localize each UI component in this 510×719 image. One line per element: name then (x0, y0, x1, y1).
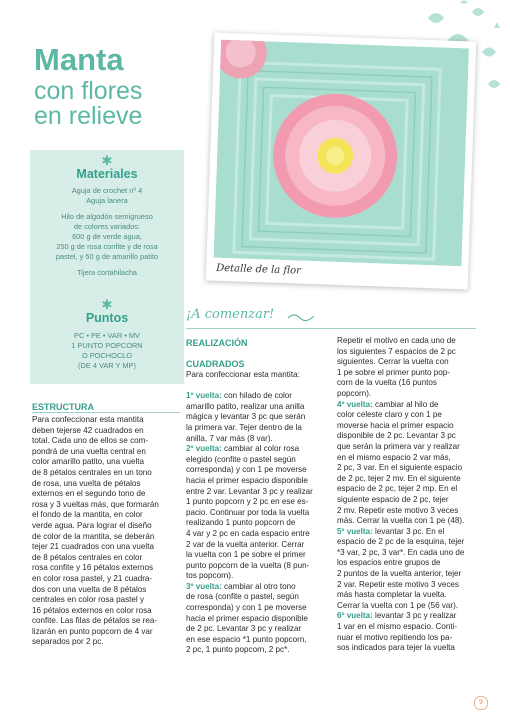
text-line (186, 518, 334, 529)
text-line: Para confeccionar esta mantita (32, 415, 144, 424)
round-text: cambiar al otro tono (221, 581, 296, 591)
text-line (337, 495, 485, 506)
text-line (186, 508, 334, 519)
text-line: de 8 pétalos centrales en un tono (32, 467, 152, 477)
text-line (337, 516, 485, 527)
text-line: rosa y 3 vueltas más, que formarán (32, 499, 159, 509)
puntos-line: PC • PE • VAR • MV (74, 331, 140, 340)
round-text: los siguientes 7 espacios de 2 pc (337, 346, 456, 356)
round-text: hacia el primer espacio disponible (186, 475, 308, 485)
round-text: corresponda) y con 1 pe moverse (186, 603, 307, 613)
text-line (337, 558, 485, 569)
round-text: punto popcorn de la vuelta (8 pun- (186, 560, 310, 570)
round-text: cambiar al color rosa (221, 444, 300, 454)
round-label: 3º vuelta: (186, 581, 222, 591)
text-line: 16 pétalos externos en color rosa (32, 605, 152, 615)
page-number: 9 (474, 696, 488, 710)
text-line (186, 497, 334, 508)
text-line (186, 550, 334, 561)
text-line: centrales en color rosa pastel y (32, 595, 145, 605)
text-line: verde agua. Para lograr el diseño (32, 520, 152, 530)
instructions-column-middle (186, 370, 334, 656)
round-label: 1º vuelta: (186, 391, 222, 401)
star-icon: ✱ (101, 153, 113, 168)
text-line (337, 336, 485, 347)
round-text: hacia el primer espacio disponible (186, 613, 308, 623)
text-line (337, 378, 485, 389)
text-line (186, 487, 334, 498)
round-label: 4º vuelta: (337, 399, 373, 409)
materials-line: de colores variados: (73, 222, 141, 231)
text-line: de rosa, una vuelta de pétalos (32, 478, 141, 488)
text-line (337, 421, 485, 432)
crochet-flower-photo (214, 40, 469, 267)
text-line (186, 592, 334, 603)
text-line (337, 643, 485, 654)
round-text: 2 pc, 3 var. En el siguiente espacio (337, 463, 463, 473)
round-text: en ese espacio *1 punto popcorn, (186, 634, 307, 644)
round-text: más. Cerrar la vuelta con 1 pe (48). (337, 516, 465, 526)
text-line (337, 569, 485, 580)
text-line: deben tejerse 42 cuadrados en (32, 425, 144, 435)
photo-polaroid (206, 33, 476, 290)
text-line (337, 463, 485, 474)
materials-line: 250 g de rosa confite y de rosa (56, 242, 158, 251)
text-line (186, 614, 334, 625)
text-line (337, 368, 485, 379)
round-text: 1 var en el mismo espacio. Conti- (337, 622, 458, 632)
round-text: 2 pc, 1 punto popcorn, 2 pc*. (186, 645, 290, 655)
round-text: color celeste claro y con 1 pe (337, 410, 442, 420)
text-line (337, 580, 485, 591)
text-line (337, 453, 485, 464)
text-line: total. Cada uno de ellos se com- (32, 436, 149, 446)
title-line-3: en relieve (34, 102, 143, 130)
text-line (186, 561, 334, 572)
text-line: de color de la mantita, se deberán (32, 531, 155, 541)
round-text: entre 2 var. Levantar 3 pc y realizar (186, 486, 313, 496)
text-line (337, 611, 485, 622)
round-text: anilla, 7 var más (8 var). (186, 433, 273, 443)
text-line (186, 465, 334, 476)
puntos-line: 1 PUNTO POPCORN (71, 341, 143, 350)
text-line (186, 412, 334, 423)
materials-line: pastel, y 50 g de amarillo patito (55, 252, 159, 261)
materials-list (34, 186, 180, 278)
round-text: en el mismo espacio 2 var más, (337, 452, 451, 462)
round-text: con hilado de color (221, 391, 292, 401)
round-text: 1 punto popcorn y 2 pc en ese es- (186, 497, 309, 507)
text-line: pondrá de una vuelta central en (32, 446, 146, 456)
round-text: 2 mv. Repetir este motivo 3 veces (337, 505, 459, 515)
text-line (186, 381, 334, 392)
text-line (186, 370, 334, 381)
divider (32, 412, 180, 413)
text-line: el fondo de la mantita, en color (32, 510, 143, 520)
title-line-2: con flores (34, 77, 143, 105)
text-line (337, 442, 485, 453)
puntos-line: O POCHOCLO (81, 351, 133, 360)
round-text: pacio. Continuar por toda la vuelta (186, 507, 310, 517)
materials-heading: Materiales (76, 167, 138, 181)
text-line (337, 410, 485, 421)
round-text: mágica y levantar 3 pc que serán (186, 412, 306, 422)
round-text: corn de la vuelta (16 puntos (337, 378, 437, 388)
round-text: Para confeccionar esta mantita: (186, 370, 300, 379)
text-line: lizarán en punto popcorn de 4 var (32, 626, 153, 636)
round-text: popcorn). (337, 388, 372, 398)
text-line (337, 431, 485, 442)
round-text: que serán la primera var y realizar (337, 441, 460, 451)
text-line: en color rosa pastel, y 21 cuadra- (32, 573, 153, 583)
text-line (337, 484, 485, 495)
text-line (186, 402, 334, 413)
text-line (186, 423, 334, 434)
round-label: 6º vuelta: (337, 611, 373, 621)
text-line (337, 590, 485, 601)
text-line (186, 476, 334, 487)
estructura-paragraph (32, 415, 182, 648)
round-text: de rosa (confite o pastel, según (186, 592, 299, 602)
round-text: los espacios entre grupos de (337, 558, 441, 568)
text-line (186, 455, 334, 466)
round-text: levantar 3 pc y realizar (372, 611, 457, 621)
text-line (186, 529, 334, 540)
round-text: amarillo patito, realizar una anilla (186, 401, 305, 411)
round-text: Repetir el motivo en cada uno de (337, 336, 456, 345)
round-text: la vuelta con 1 pe sobre el primer (186, 550, 306, 560)
round-text: tos popcorn). (186, 571, 234, 581)
materials-line: Aguja de crochet nº 4 (71, 186, 143, 195)
text-line (337, 357, 485, 368)
text-line (337, 506, 485, 517)
text-line (186, 635, 334, 646)
round-text: corresponda) y con 1 pe moverse (186, 465, 307, 475)
text-line: de 8 pétalos centrales en color (32, 552, 143, 562)
title-line-1: Manta (34, 42, 124, 77)
round-label: 2º vuelta: (186, 444, 222, 454)
round-text: siguientes. Cerrar la vuelta con (337, 357, 449, 367)
round-text: espacio de 2 pc de la esquina, tejer (337, 537, 465, 547)
text-line: dos con una vuelta de 8 pétalos (32, 584, 147, 594)
text-line (337, 633, 485, 644)
round-text: espacio de 2 pc, tejer 2 mp. En el (337, 484, 458, 494)
text-line (186, 444, 334, 455)
round-text: Cerrar la vuelta con 1 pe (56 var). (337, 600, 459, 610)
text-line (337, 474, 485, 485)
round-text: de 2 pc, tejer 2 mv. En el siguiente (337, 473, 461, 483)
round-text: siguiente espacio de 2 pc, tejer (337, 494, 449, 504)
text-line (337, 347, 485, 358)
round-text: elegido (confite o pastel según (186, 454, 296, 464)
text-line: rosa confite y 16 pétalos externos (32, 563, 154, 573)
text-line (186, 603, 334, 614)
text-line (186, 540, 334, 551)
round-text: la primera var. Tejer dentro de la (186, 422, 302, 432)
puntos-list (34, 331, 180, 371)
puntos-line: (DE 4 VAR Y MP) (78, 361, 136, 370)
text-line (186, 571, 334, 582)
round-text: realizando 1 punto popcorn de (186, 518, 296, 528)
materials-line: Aguja lanera (86, 196, 128, 205)
text-line (337, 601, 485, 612)
round-text: 2 var de la vuelta anterior. Cerrar (186, 539, 305, 549)
round-text: 1 pe sobre el primer punto pop- (337, 367, 450, 377)
instructions-column-right (337, 336, 485, 654)
text-line: externos en el segundo tono de (32, 489, 146, 499)
round-text: sos indicados para tejer la vuelta (337, 643, 455, 653)
text-line (186, 434, 334, 445)
round-text: cambiar al hilo de (372, 399, 439, 409)
text-line: color amarillo patito, una vuelta (32, 457, 145, 467)
round-text: 2 var. Repetir este motivo 3 veces (337, 579, 459, 589)
text-line: tejer 21 cuadrados con una vuelta (32, 542, 154, 552)
text-line (186, 582, 334, 593)
text-line (337, 400, 485, 411)
text-line (186, 624, 334, 635)
round-text: más hasta completar la vuelta. (337, 590, 447, 600)
text-line (337, 389, 485, 400)
text-line (337, 622, 485, 633)
round-text: nuar el motivo repitiendo los pa- (337, 632, 453, 642)
text-line: separados por 2 pc. (32, 637, 104, 647)
materials-line: Hilo de algodón semigrueso (61, 212, 153, 221)
text-line (337, 537, 485, 548)
round-text: de 2 pc. Levantar 3 pc y realizar (186, 624, 302, 634)
text-line: confite. Las filas de pétalos se rea- (32, 616, 158, 626)
round-text: 2 puntos de la vuelta anterior, tejer (337, 569, 462, 579)
materials-box (30, 150, 184, 384)
divider (186, 328, 476, 329)
realizacion-heading: REALIZACIÓN (186, 338, 248, 348)
round-text: moverse hacia el primer espacio (337, 420, 454, 430)
text-line (337, 548, 485, 559)
round-text: *3 var, 2 pc, 3 var*. En cada uno de (337, 547, 465, 557)
text-line (186, 391, 334, 402)
text-line (337, 527, 485, 538)
comenzar-heading: ¡A comenzar! (186, 307, 275, 322)
round-text: levantar 3 pc. En el (372, 526, 445, 536)
materials-line: Tijera cortahilacha (76, 268, 138, 277)
estructura-heading: ESTRUCTURA (32, 402, 94, 412)
text-line (186, 645, 334, 656)
photo-caption: Detalle de la flor (215, 262, 302, 277)
round-text: 4 var y 2 pc en cada espacio entre (186, 528, 310, 538)
round-label: 5º vuelta: (337, 526, 373, 536)
materials-line: 600 g de verde agua, (72, 232, 142, 241)
star-icon: ✱ (101, 297, 113, 312)
cuadrados-heading: CUADRADOS (186, 359, 245, 369)
round-text: disponible de 2 pc. Levantar 3 pc (337, 431, 456, 441)
puntos-heading: Puntos (85, 311, 129, 325)
flourish-icon (286, 312, 316, 322)
